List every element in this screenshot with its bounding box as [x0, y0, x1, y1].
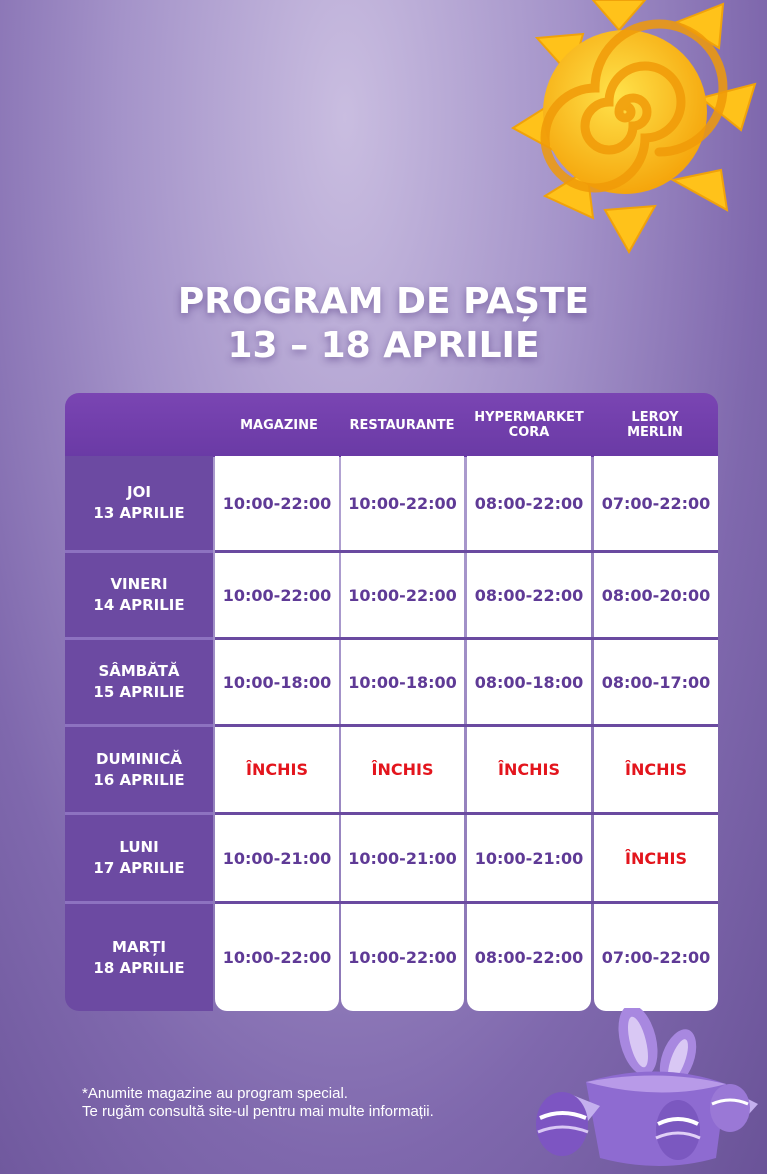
hours-cell-magazine: 10:00-21:00 [222, 848, 332, 868]
day-name: JOI [127, 483, 151, 501]
hours-cell-magazine: 10:00-18:00 [222, 672, 332, 692]
day-label [65, 815, 213, 901]
hours-cell-magazine: 10:00-22:00 [222, 948, 332, 967]
hours-cell-magazine: ÎNCHIS [246, 760, 308, 779]
hours-cell-leroy-merlin: 07:00-22:00 [601, 948, 711, 967]
row-divider [215, 637, 718, 640]
day-date: 15 APRILIE [93, 683, 185, 701]
hours-cell-leroy-merlin: ÎNCHIS [625, 848, 687, 868]
column-header-leroy-merlin: LEROY MERLIN [627, 410, 683, 440]
hours-cell-restaurante: 10:00-22:00 [348, 585, 457, 605]
hours-cell-leroy-merlin: 08:00-17:00 [601, 672, 711, 692]
day-name: VINERI [110, 575, 168, 593]
hours-cell-cora: 08:00-22:00 [474, 948, 584, 967]
sun-icon [505, 0, 767, 260]
page-subtitle-dates: 13 – 18 APRILIE [227, 325, 540, 366]
easter-bunny-basket-icon [530, 1008, 767, 1174]
day-label [65, 553, 213, 637]
day-divider [65, 637, 213, 640]
hours-cell-cora: 10:00-21:00 [474, 848, 584, 868]
day-name: MARȚI [112, 937, 166, 956]
hours-cell-restaurante: 10:00-22:00 [348, 493, 457, 513]
day-date: 17 APRILIE [93, 859, 185, 877]
row-divider [215, 724, 718, 727]
day-label [65, 727, 213, 812]
day-divider [65, 550, 213, 553]
row-divider [215, 550, 718, 553]
hours-cell-restaurante: 10:00-21:00 [348, 848, 457, 868]
hours-cell-leroy-merlin: 07:00-22:00 [601, 493, 711, 513]
row-divider [215, 901, 718, 904]
hours-cell-leroy-merlin: ÎNCHIS [625, 760, 687, 779]
hours-cell-magazine: 10:00-22:00 [222, 585, 332, 605]
page-title: PROGRAM DE PAȘTE [177, 281, 590, 322]
footnote: *Anumite magazine au program special. Te rugăm consultă site-ul pentru mai multe informații. [82, 1085, 434, 1120]
hours-cell-cora: ÎNCHIS [498, 760, 560, 779]
day-divider [65, 901, 213, 904]
day-label [65, 640, 213, 724]
column-header-cora: HYPERMARKET CORA [474, 410, 584, 440]
hours-cell-restaurante: ÎNCHIS [371, 760, 434, 779]
hours-cell-cora: 08:00-18:00 [474, 672, 584, 692]
hours-cell-restaurante: 10:00-18:00 [348, 672, 457, 692]
column-header-restaurante: RESTAURANTE [349, 417, 455, 433]
day-divider [65, 724, 213, 727]
hours-cell-magazine: 10:00-22:00 [222, 493, 332, 513]
day-date: 18 APRILIE [93, 958, 185, 977]
day-date: 16 APRILIE [93, 770, 185, 789]
hours-cell-restaurante: 10:00-22:00 [348, 948, 457, 967]
day-name: LUNI [119, 838, 159, 856]
hours-cell-cora: 08:00-22:00 [474, 493, 584, 513]
row-divider [215, 812, 718, 815]
day-date: 14 APRILIE [93, 596, 185, 614]
hours-cell-leroy-merlin: 08:00-20:00 [601, 585, 711, 605]
hours-cell-cora: 08:00-22:00 [474, 585, 584, 605]
column-header-magazine: MAGAZINE [240, 417, 318, 433]
day-name: SÂMBĂTĂ [98, 662, 180, 680]
day-label [65, 904, 213, 1011]
day-label [65, 456, 213, 550]
day-divider [65, 812, 213, 815]
day-name: DUMINICĂ [96, 749, 182, 768]
day-date: 13 APRILIE [93, 504, 185, 522]
